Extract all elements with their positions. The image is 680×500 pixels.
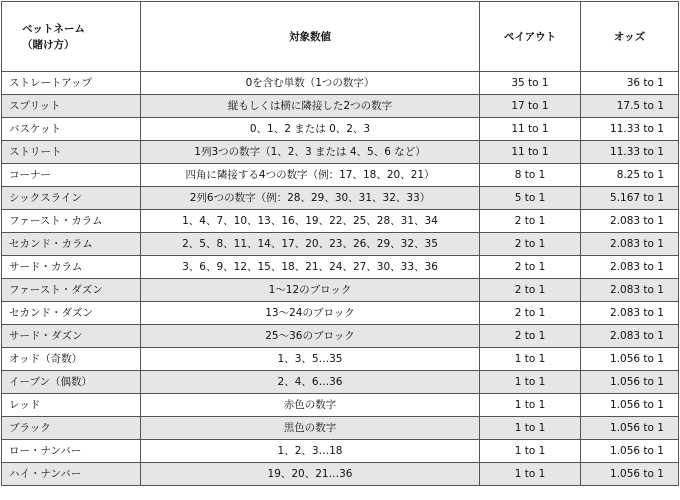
payout-cell: 5 to 1 (480, 187, 581, 210)
odds-cell: 1.056 to 1 (581, 371, 679, 394)
bet-name-cell: コーナー (2, 164, 141, 187)
table-row (2, 210, 679, 233)
payout-cell: 2 to 1 (480, 233, 581, 256)
table-row (2, 440, 679, 463)
odds-cell: 2.083 to 1 (581, 233, 679, 256)
table-row (2, 463, 679, 486)
odds-cell: 17.5 to 1 (581, 95, 679, 118)
header-odds: オッズ (581, 2, 679, 72)
target-cell: 13～24のブロック (141, 302, 480, 325)
payout-cell: 2 to 1 (480, 210, 581, 233)
target-cell: 3、6、9、12、15、18、21、24、27、30、33、36 (141, 256, 480, 279)
target-cell: 1、2、3…18 (141, 440, 480, 463)
table-row (2, 348, 679, 371)
payout-cell: 17 to 1 (480, 95, 581, 118)
bet-name-cell: ファースト・カラム (2, 210, 141, 233)
table-row (2, 256, 679, 279)
header-target: 対象数値 (141, 2, 480, 72)
payout-cell: 11 to 1 (480, 118, 581, 141)
bet-name-cell: イーブン（偶数） (2, 371, 141, 394)
payout-cell: 2 to 1 (480, 256, 581, 279)
bet-name-cell: ハイ・ナンバー (2, 463, 141, 486)
target-cell: 1、3、5…35 (141, 348, 480, 371)
odds-cell: 8.25 to 1 (581, 164, 679, 187)
odds-cell: 2.083 to 1 (581, 325, 679, 348)
target-cell: 2列6つの数字（例：28、29、30、31、32、33） (141, 187, 480, 210)
bet-name-cell: ファースト・ダズン (2, 279, 141, 302)
header-bet-name-line2: （賭け方） (22, 38, 75, 51)
odds-cell: 11.33 to 1 (581, 118, 679, 141)
target-cell: 2、4、6…36 (141, 371, 480, 394)
target-cell: 四角に隣接する4つの数字（例：17、18、20、21） (141, 164, 480, 187)
table-row (2, 371, 679, 394)
table-row (2, 141, 679, 164)
bet-name-cell: サード・カラム (2, 256, 141, 279)
table-row (2, 118, 679, 141)
target-cell: 赤色の数字 (141, 394, 480, 417)
odds-cell: 2.083 to 1 (581, 302, 679, 325)
bet-name-cell: ブラック (2, 417, 141, 440)
payout-cell: 1 to 1 (480, 394, 581, 417)
bet-name-cell: ストリート (2, 141, 141, 164)
table-row (2, 394, 679, 417)
odds-cell: 2.083 to 1 (581, 210, 679, 233)
payout-cell: 2 to 1 (480, 302, 581, 325)
target-cell: 2、5、8、11、14、17、20、23、26、29、32、35 (141, 233, 480, 256)
target-cell: 黒色の数字 (141, 417, 480, 440)
payout-cell: 11 to 1 (480, 141, 581, 164)
target-cell: 1列3つの数字（1、2、3 または 4、5、6 など） (141, 141, 480, 164)
odds-cell: 11.33 to 1 (581, 141, 679, 164)
odds-cell: 36 to 1 (581, 72, 679, 95)
payout-cell: 1 to 1 (480, 371, 581, 394)
bet-name-cell: スプリット (2, 95, 141, 118)
table-row (2, 325, 679, 348)
odds-cell: 5.167 to 1 (581, 187, 679, 210)
odds-cell: 1.056 to 1 (581, 463, 679, 486)
bet-name-cell: オッド（奇数） (2, 348, 141, 371)
header-row (2, 2, 679, 72)
odds-cell: 1.056 to 1 (581, 440, 679, 463)
table-row (2, 279, 679, 302)
odds-cell: 1.056 to 1 (581, 417, 679, 440)
table-row (2, 95, 679, 118)
payout-cell: 2 to 1 (480, 325, 581, 348)
payout-cell: 8 to 1 (480, 164, 581, 187)
payout-cell: 35 to 1 (480, 72, 581, 95)
payout-cell: 2 to 1 (480, 279, 581, 302)
table-row (2, 233, 679, 256)
bet-name-cell: サード・ダズン (2, 325, 141, 348)
bet-name-cell: レッド (2, 394, 141, 417)
payout-cell: 1 to 1 (480, 440, 581, 463)
target-cell: 0、1、2 または 0、2、3 (141, 118, 480, 141)
roulette-bet-table (1, 1, 679, 486)
payout-cell: 1 to 1 (480, 417, 581, 440)
target-cell: 19、20、21…36 (141, 463, 480, 486)
table-row (2, 302, 679, 325)
table-row (2, 187, 679, 210)
bet-name-cell: バスケット (2, 118, 141, 141)
bet-name-cell: セカンド・ダズン (2, 302, 141, 325)
table-row (2, 72, 679, 95)
odds-cell: 1.056 to 1 (581, 348, 679, 371)
odds-cell: 2.083 to 1 (581, 256, 679, 279)
bet-name-cell: ロー・ナンバー (2, 440, 141, 463)
table-row (2, 417, 679, 440)
header-payout: ペイアウト (480, 2, 581, 72)
bet-name-cell: セカンド・カラム (2, 233, 141, 256)
target-cell: 0を含む単数（1つの数字） (141, 72, 480, 95)
bet-name-cell: シックスライン (2, 187, 141, 210)
header-bet-name (2, 2, 141, 72)
header-bet-name-line1: ベットネーム (22, 22, 85, 35)
odds-cell: 2.083 to 1 (581, 279, 679, 302)
target-cell: 縦もしくは横に隣接した2つの数字 (141, 95, 480, 118)
target-cell: 1～12のブロック (141, 279, 480, 302)
target-cell: 1、4、7、10、13、16、19、22、25、28、31、34 (141, 210, 480, 233)
bet-name-cell: ストレートアップ (2, 72, 141, 95)
payout-cell: 1 to 1 (480, 348, 581, 371)
table-row (2, 164, 679, 187)
odds-cell: 1.056 to 1 (581, 394, 679, 417)
target-cell: 25～36のブロック (141, 325, 480, 348)
payout-cell: 1 to 1 (480, 463, 581, 486)
